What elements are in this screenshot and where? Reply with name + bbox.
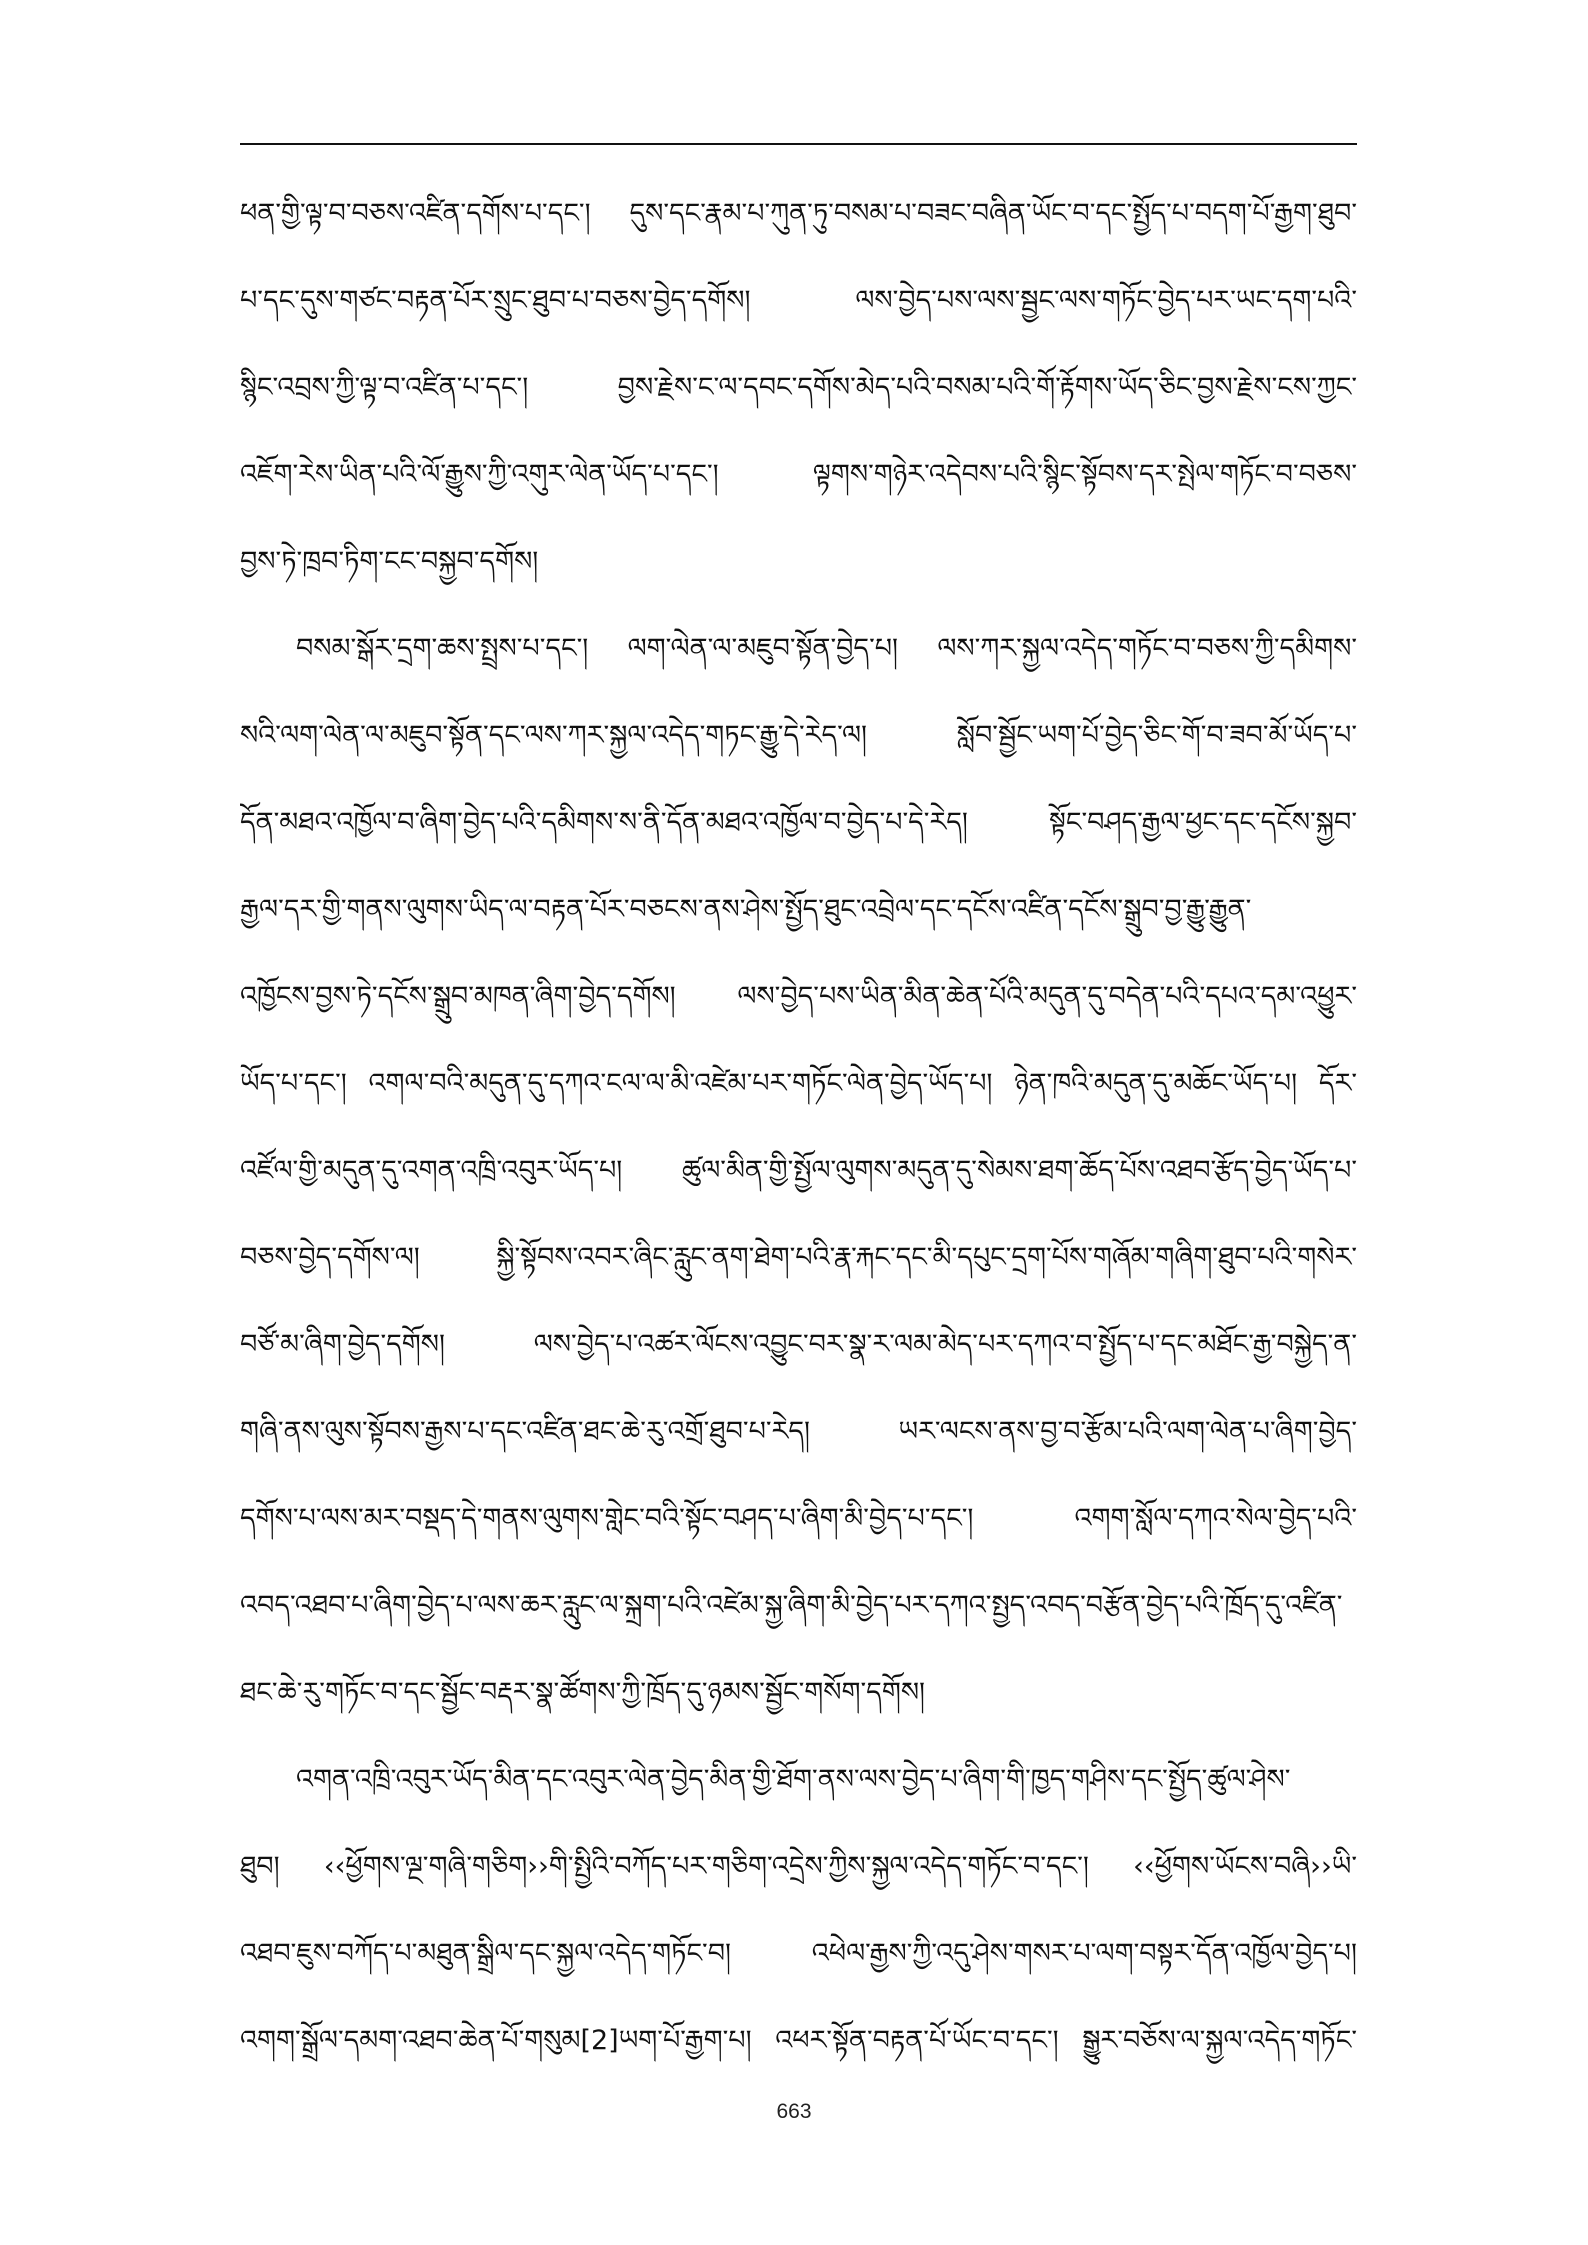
text-line: ཐང་ཆེ་རུ་གཏོང་བ་དང་སྦྱོང་བརྡར་སྣ་ཚོགས་ཀྱི་ཁྲོད་དུ་ཉམས་སྦྱོང་གསོག་དགོས། bbox=[240, 1677, 926, 1708]
text-line: ཕན་གྱི་ལྟ་བ་བཅས་འཛིན་དགོས་པ་དང་། དུས་དང་རྣམ་པ་ཀུན་ཏུ་བསམ་པ་བཟང་བཞིན་ཡོང་བ་དང་སྤྱོད་པ་བདག་པོ་རྒྱག་ཐུབ་ bbox=[240, 198, 1357, 229]
text-line: དགོས་པ་ལས་མར་བསྡད་དེ་གནས་ལུགས་གླེང་བའི་སྟོང་བཤད་པ་ཞིག་མི་བྱེད་པ་དང་། འགག་སློལ་དཀའ་སེལ་བྱེད་པའི་ bbox=[240, 1503, 1357, 1534]
paragraph-1 bbox=[240, 170, 1357, 605]
text-line: སྙིང་འབྲས་ཀྱི་ལྟ་བ་འཛིན་པ་དང་། བྱས་རྗེས་ང་ལ་དབང་དགོས་མེད་པའི་བསམ་པའི་གོ་རྟོགས་ཡོད་ཅིང་བྱས་རྗེས་ངས་ཀྱང་ bbox=[240, 372, 1357, 403]
paragraph-3 bbox=[240, 1736, 1357, 2084]
text-line: དོན་མཐའ་འཁྱོལ་བ་ཞིག་བྱེད་པའི་དམིགས་ས་ནི་དོན་མཐའ་འཁྱོལ་བ་བྱེད་པ་དེ་རེད། སྟོང་བཤད་རྒྱལ་ཕྱང་དང་དངོས་སྐྱབ་ bbox=[240, 807, 1357, 838]
text-line: འགག་སྒྲོལ་དམག་འཐབ་ཆེན་པོ་གསུམ[2]ཡག་པོ་རྒྱག་པ། འཕར་སྟོན་བརྟན་པོ་ཡོང་བ་དང་། སྒྱུར་བཅོས་ལ་སྐྱལ་འདེད་གཏོང་ bbox=[240, 2025, 1357, 2056]
body-text bbox=[240, 170, 1357, 2084]
text-line: འཁྱོངས་བྱས་ཏེ་དངོས་སྒྲུབ་མཁན་ཞིག་བྱེད་དགོས། ལས་བྱེད་པས་ཡིན་མིན་ཆེན་པོའི་མདུན་དུ་བདེན་པའི་དཔའ་དམ་འཕྱུར་ bbox=[240, 981, 1357, 1012]
text-line: བྱས་ཏེ་ཁྲབ་ཏིག་ངང་བསྐྱབ་དགོས། bbox=[240, 546, 539, 577]
text-line: གཞི་ནས་ལུས་སྟོབས་རྒྱས་པ་དང་འཛིན་ཐང་ཆེ་རུ་འགྲོ་ཐུབ་པ་རེད། ཡར་ལངས་ནས་བྱ་བ་རྩོམ་པའི་ལག་ལེན་པ་ཞིག་བྱེད་ bbox=[240, 1416, 1357, 1447]
text-line: འགན་འཁྲི་འབུར་ཡོད་མིན་དང་འབུར་ལེན་བྱེད་མིན་གྱི་ཐོག་ནས་ལས་བྱེད་པ་ཞིག་གི་ཁྱད་གཤིས་དང་སྤྱོད་ཚུལ་ཤེས་ bbox=[296, 1764, 1291, 1795]
text-line: པ་དང་དུས་གཙང་བརྟན་པོར་སྲུང་ཐུབ་པ་བཅས་བྱེད་དགོས། ལས་བྱེད་པས་ལས་སྦྱང་ལས་གཏོང་བྱེད་པར་ཡང་དག་པའི་ bbox=[240, 285, 1357, 316]
text-line: སའི་ལག་ལེན་ལ་མཇུབ་སྟོན་དང་ལས་ཀར་སྐྱལ་འདེད་གཏང་རྒྱུ་དེ་རེད་ལ། སློབ་སྦྱོང་ཡག་པོ་བྱེད་ཅིང་གོ་བ་ཟབ་མོ་ཡོད་པ་ bbox=[240, 720, 1357, 751]
text-line: རྒྱལ་དར་གྱི་གནས་ལུགས་ཡིད་ལ་བརྟན་པོར་བཅངས་ནས་ཤེས་སྤྱོད་ཐུང་འབྲེལ་དང་དངོས་འཛིན་དངོས་སྒྲུབ་བྱ་རྒྱུ་རྒྱུན་ bbox=[240, 894, 1252, 925]
header-rule bbox=[240, 143, 1357, 145]
text-line: བཅས་བྱེད་དགོས་ལ། སྐྱི་སྟོབས་འབར་ཞིང་རླུང་ནག་ཐེག་པའི་རྣ་རྐང་དང་མི་དཔུང་དྲག་པོས་གཞོམ་གཞིག་ཐུབ་པའི་གསེར་ bbox=[240, 1242, 1357, 1273]
text-line: ཐུབ། ‹‹ཕྱོགས་ལྔ་གཞི་གཅིག››གི་སྤྱིའི་བཀོད་པར་གཅིག་འདྲེས་ཀྱིས་སྐྱལ་འདེད་གཏོང་བ་དང་། ‹‹ཕྱོགས་ཡོངས་བཞི››ཡི་ bbox=[240, 1851, 1357, 1882]
text-line: འཐབ་ཇུས་བཀོད་པ་མཐུན་སྒྲིལ་དང་སྐྱལ་འདེད་གཏོང་བ། འཕེལ་རྒྱས་ཀྱི་འདུ་ཤེས་གསར་པ་ལག་བསྟར་དོན་འཁྱོལ་བྱེད་པ། bbox=[240, 1938, 1357, 1969]
text-line: འབད་འཐབ་པ་ཞིག་བྱེད་པ་ལས་ཆར་རླུང་ལ་སྐྲག་པའི་འཛེམ་སྐྱ་ཞིག་མི་བྱེད་པར་དཀའ་སྤྱད་འབད་བརྩོན་བྱེད་པའི་ཁྲོད་དུ་འཛིན་ bbox=[240, 1590, 1343, 1621]
text-line: འཇོག་རེས་ཡིན་པའི་ལོ་རྒྱུས་ཀྱི་འགུར་ལེན་ཡོད་པ་དང་། ལྟགས་གཉེར་འདེབས་པའི་སྙིང་སྟོབས་དར་སྤེལ་གཏོང་བ་བཅས་ bbox=[240, 459, 1357, 490]
text-line: འཛོལ་གྱི་མདུན་དུ་འགན་འཁྲི་འབུར་ཡོད་པ། ཚུལ་མིན་གྱི་སྤྱོལ་ལུགས་མདུན་དུ་སེམས་ཐག་ཆོད་པོས་འཐབ་རྩོད་བྱེད་ཡོད་པ་ bbox=[240, 1155, 1357, 1186]
text-line: ཡོད་པ་དང་། འགལ་བའི་མདུན་དུ་དཀའ་ངལ་ལ་མི་འཛེམ་པར་གཏོང་ལེན་བྱེད་ཡོད་པ། ཉེན་ཁའི་མདུན་དུ་མཆོང་ཡོད་པ། དོར་ bbox=[240, 1068, 1357, 1099]
text-line: བཙོ་མ་ཞིག་བྱེད་དགོས། ལས་བྱེད་པ་འཚར་ལོངས་འབྱུང་བར་སྣ་ར་ལམ་མེད་པར་དཀའ་བ་སྤྱོད་པ་དང་མཐོང་རྒྱ་བསྐྱེད་ན་ bbox=[240, 1329, 1357, 1360]
paragraph-2 bbox=[240, 605, 1357, 1736]
page-number: 663 bbox=[776, 2100, 812, 2123]
text-line: བསམ་སྒོར་དྲག་ཆས་སྤྲས་པ་དང་། ལག་ལེན་ལ་མཇུབ་སྟོན་བྱེད་པ། ལས་ཀར་སྐྱལ་འདེད་གཏོང་བ་བཅས་ཀྱི་དམིགས་ bbox=[296, 633, 1357, 664]
